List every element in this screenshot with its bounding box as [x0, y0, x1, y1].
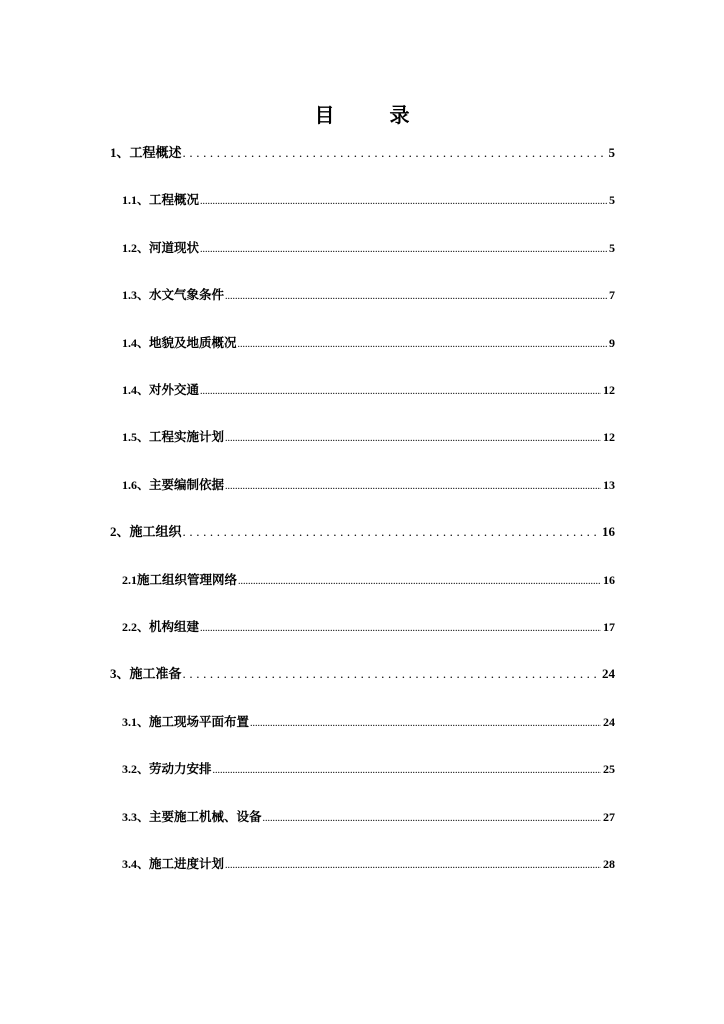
toc-entry-number: 1.4、 [122, 336, 150, 350]
toc-section-entry[interactable] [122, 285, 615, 307]
toc-entry-number: 1.1、 [122, 193, 150, 207]
toc-entry-number: 1.2、 [122, 241, 150, 255]
toc-dot-leader [200, 192, 607, 212]
toc-section-entry[interactable] [122, 759, 615, 781]
toc-entry-label: 水文气象条件 [149, 287, 225, 302]
toc-entry-label: 施工组织 [129, 525, 182, 540]
toc-dot-leader [200, 382, 601, 402]
toc-section-entry[interactable] [122, 617, 615, 639]
toc-section-entry[interactable] [122, 712, 615, 734]
toc-entry-number: 1.5、 [122, 430, 150, 444]
toc-entry-label: 施工准备 [129, 667, 182, 682]
toc-entry-label: 工程实施计划 [149, 429, 225, 444]
document-title: 目 录 [314, 103, 434, 127]
toc-entry-number: 1.6、 [122, 478, 150, 492]
toc-section-entry[interactable] [122, 475, 615, 497]
toc-entry-number: 3.2、 [122, 762, 150, 776]
toc-entry-number: 1.4、 [122, 383, 150, 397]
toc-dot-leader [238, 572, 601, 592]
toc-dot-leader [183, 143, 607, 163]
toc-section-entry[interactable] [122, 570, 615, 592]
toc-page-number: 12 [603, 383, 615, 397]
toc-dot-leader [250, 714, 601, 734]
toc-section-entry[interactable] [122, 190, 615, 212]
toc-entry-label: 地貌及地质概况 [149, 335, 237, 350]
toc-entry-number: 1、 [110, 145, 130, 160]
toc-entry-number: 2.1 [122, 573, 137, 587]
toc-dot-leader [183, 522, 600, 542]
toc-dot-leader [225, 856, 601, 876]
toc-entry-label: 劳动力安排 [149, 761, 212, 776]
toc-entry-label: 主要编制依据 [149, 477, 225, 492]
toc-entry-label: 工程概况 [149, 192, 200, 207]
toc-page-number: 27 [603, 810, 615, 824]
toc-dot-leader [238, 335, 607, 355]
toc-page-number: 7 [609, 288, 615, 302]
toc-dot-leader [225, 287, 607, 307]
toc-page-number: 17 [603, 620, 615, 634]
toc-dot-leader [263, 809, 601, 829]
toc-page-number: 24 [602, 666, 615, 681]
toc-dot-leader [183, 664, 600, 684]
toc-page-number: 13 [603, 478, 615, 492]
toc-page-number: 5 [608, 145, 615, 160]
toc-chapter-entry[interactable] [110, 143, 615, 164]
toc-page-number: 5 [609, 241, 615, 255]
toc-chapter-entry[interactable] [110, 664, 615, 685]
toc-dot-leader [225, 477, 601, 497]
toc-section-entry[interactable] [122, 427, 615, 449]
toc-page-number: 24 [603, 715, 615, 729]
toc-dot-leader [200, 619, 601, 639]
toc-entry-number: 3.3、 [122, 810, 150, 824]
toc-page-number: 25 [603, 762, 615, 776]
toc-entry-label: 机构组建 [149, 619, 200, 634]
toc-page-number: 9 [609, 336, 615, 350]
toc-entry-label: 施工组织管理网络 [137, 572, 238, 587]
toc-entry-label: 河道现状 [149, 240, 200, 255]
toc-dot-leader [225, 429, 601, 449]
toc-entry-label: 对外交通 [149, 382, 200, 397]
toc-section-entry[interactable] [122, 807, 615, 829]
toc-dot-leader [213, 761, 601, 781]
toc-section-entry[interactable] [122, 333, 615, 355]
toc-entry-label: 施工进度计划 [149, 856, 225, 871]
toc-section-entry[interactable] [122, 854, 615, 876]
toc-page-number: 16 [603, 573, 615, 587]
toc-entry-label: 主要施工机械、设备 [149, 809, 262, 824]
toc-section-entry[interactable] [122, 238, 615, 260]
toc-entry-label: 施工现场平面布置 [149, 714, 250, 729]
toc-entry-number: 2、 [110, 524, 130, 539]
toc-entry-number: 3.1、 [122, 715, 150, 729]
toc-page-number: 5 [609, 193, 615, 207]
toc-entry-number: 2.2、 [122, 620, 150, 634]
toc-dot-leader [200, 240, 607, 260]
toc-entry-label: 工程概述 [129, 146, 182, 161]
toc-chapter-entry[interactable] [110, 522, 615, 543]
toc-page-number: 16 [602, 524, 615, 539]
toc-section-entry[interactable] [122, 380, 615, 402]
toc-entry-number: 1.3、 [122, 288, 150, 302]
toc-page-number: 28 [603, 857, 615, 871]
toc-entry-number: 3、 [110, 666, 130, 681]
toc-entry-number: 3.4、 [122, 857, 150, 871]
toc-page-number: 12 [603, 430, 615, 444]
